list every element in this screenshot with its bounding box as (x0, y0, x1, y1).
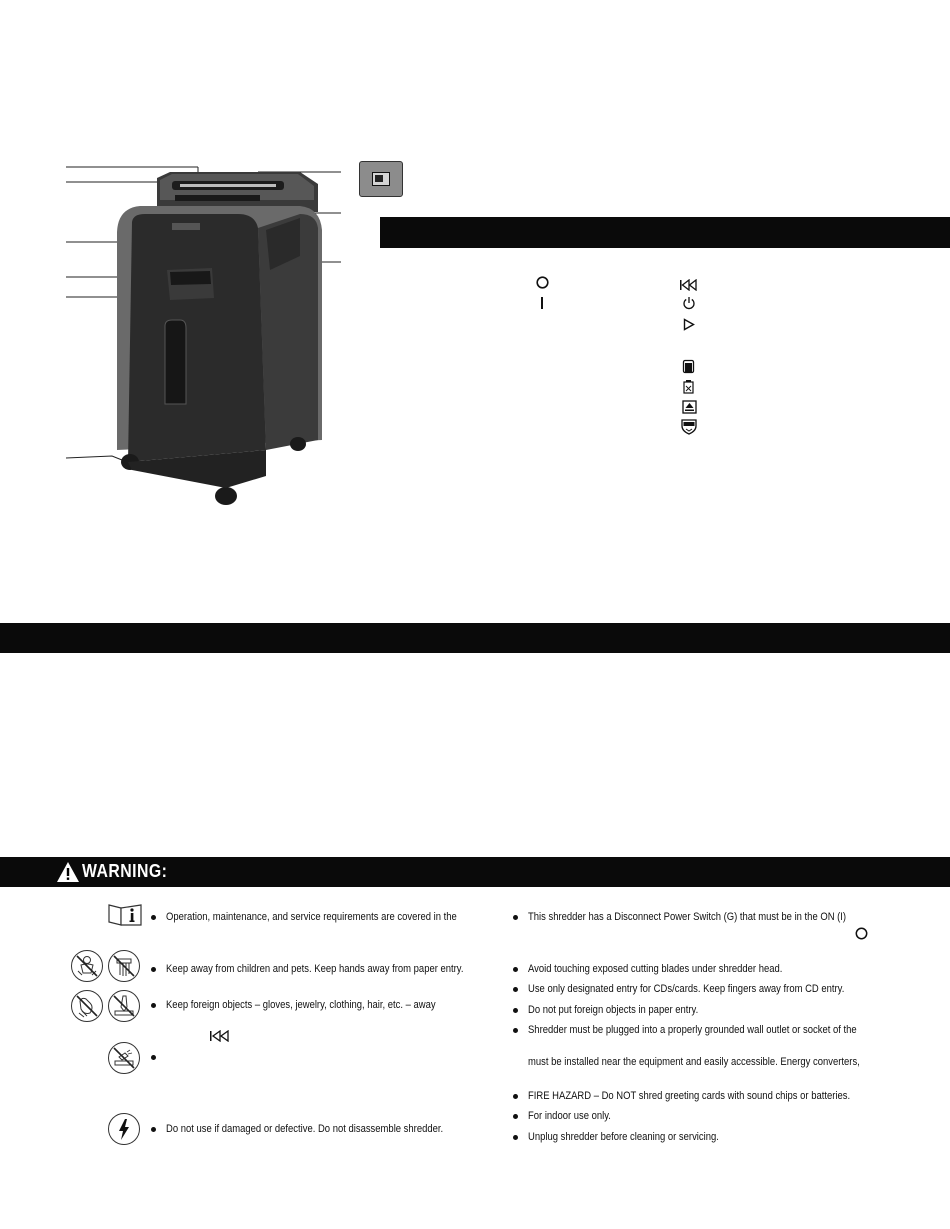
on-line-icon (541, 297, 543, 309)
no-aerosol-icon (108, 1042, 140, 1074)
electric-hazard-icon (108, 1113, 140, 1145)
shredder-illustration (0, 150, 370, 520)
off-circle-icon (536, 276, 549, 289)
bullet (513, 1008, 518, 1013)
bin-full-icon (682, 359, 695, 374)
bullet (151, 1127, 156, 1132)
bullet (513, 915, 518, 920)
control-panel-header-bar (380, 217, 950, 248)
section-header-bar (0, 623, 950, 653)
bullet (513, 1094, 518, 1099)
warning-right-item: Unplug shredder before cleaning or servicing. (528, 1131, 719, 1143)
door-open-icon (682, 400, 697, 414)
no-tie-icon (108, 990, 140, 1022)
warning-right-item: Do not put foreign objects in paper entry. (528, 1004, 699, 1016)
warning-triangle-icon (56, 861, 80, 883)
warning-header-bar (0, 857, 950, 887)
bullet (151, 915, 156, 920)
auto-on-icon (682, 296, 696, 310)
bullet (151, 967, 156, 972)
warning-right-item: Use only designated entry for CDs/cards. Keep fingers away from CD entry. (528, 983, 845, 995)
reverse-icon-inline (209, 1030, 231, 1042)
warning-left-item: Operation, maintenance, and service requirements are covered in the (166, 911, 457, 923)
bullet (513, 987, 518, 992)
bullet (151, 1003, 156, 1008)
forward-icon (683, 318, 695, 331)
warning-right-item: FIRE HAZARD – Do NOT shred greeting cards with sound chips or batteries. (528, 1090, 851, 1102)
warning-left-item: Do not use if damaged or defective. Do not disassemble shredder. (166, 1123, 444, 1135)
manual-info-icon (107, 903, 143, 927)
bullet (513, 967, 518, 972)
no-jewelry-icon (71, 990, 103, 1022)
control-panel-icon (359, 161, 403, 197)
bullet (151, 1055, 156, 1060)
no-hands-icon (108, 950, 140, 982)
warning-label: WARNING: (82, 861, 168, 881)
bullet (513, 1114, 518, 1119)
off-circle-inline-icon (855, 927, 868, 940)
warning-right-item: For indoor use only. (528, 1110, 611, 1122)
reverse-icon (679, 279, 699, 291)
bullet (513, 1028, 518, 1033)
warning-right-item: This shredder has a Disconnect Power Switch (G) that must be in the ON (I) (528, 911, 847, 923)
safesense-icon (680, 418, 698, 435)
warning-left-item: Keep foreign objects – gloves, jewelry, clothing, hair, etc. – away (166, 999, 436, 1011)
cool-down-icon (682, 379, 695, 394)
warning-right-item: Shredder must be plugged into a properly grounded wall outlet or socket of the (528, 1024, 857, 1036)
no-children-icon (71, 950, 103, 982)
warning-right-item: must be installed near the equipment and easily accessible. Energy converters, (528, 1056, 860, 1068)
warning-right-item: Avoid touching exposed cutting blades under shredder head. (528, 963, 783, 975)
bullet (513, 1135, 518, 1140)
warning-left-item: Keep away from children and pets. Keep hands away from paper entry. (166, 963, 464, 975)
